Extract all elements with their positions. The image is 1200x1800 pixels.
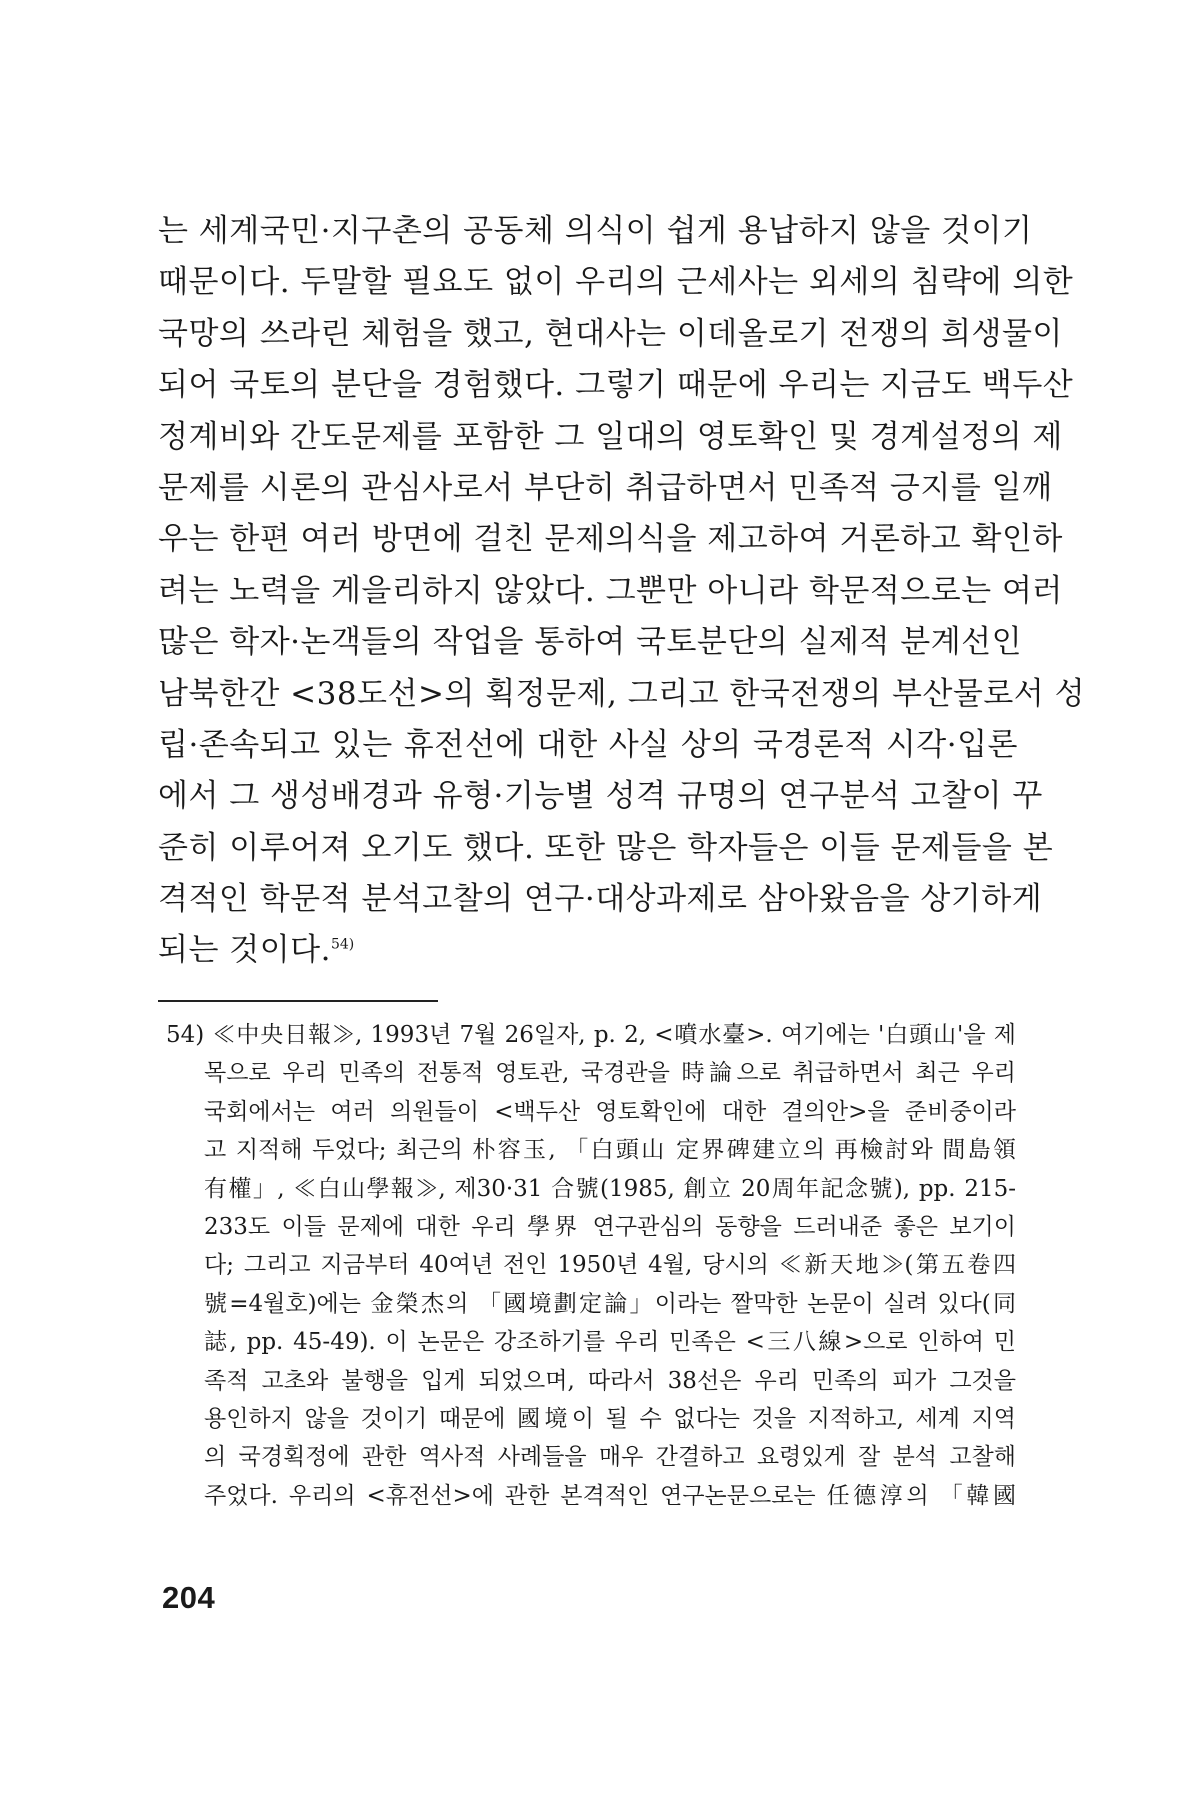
- footnote-line: 의 국경획정에 관한 역사적 사례들을 매우 간결하고 요령있게 잘 분석 고찰해: [204, 1444, 1016, 1471]
- body-line: 국망의 쓰라린 체험을 했고, 현대사는 이데올로기 전쟁의 희생물이: [158, 315, 1063, 352]
- footnote-line: 誌, pp. 45-49). 이 논문은 강조하기를 우리 민족은 <三八線>으로 인하여 민: [204, 1329, 1016, 1356]
- footnote-line: 고 지적해 두었다; 최근의 朴容玉, 「白頭山 定界碑建立의 再檢討와 間島領: [204, 1137, 1016, 1164]
- footnote-54: [166, 1016, 1016, 1515]
- body-line: 남북한간 <38도선>의 획정문제, 그리고 한국전쟁의 부산물로서 성: [158, 675, 1086, 712]
- footnote-divider: [158, 1000, 438, 1002]
- body-line: 문제를 시론의 관심사로서 부단히 취급하면서 민족적 긍지를 일깨: [158, 469, 1053, 506]
- footnote-line: 목으로 우리 민족의 전통적 영토관, 국경관을 時論으로 취급하면서 최근 우리: [204, 1060, 1016, 1087]
- footnote-reference[interactable]: 54): [330, 937, 355, 954]
- footnote-line: 다; 그리고 지금부터 40여년 전인 1950년 4월, 당시의 ≪新天地≫(第五卷四: [204, 1252, 1016, 1279]
- body-line: 에서 그 생성배경과 유형·기능별 성격 규명의 연구분석 고찰이 꾸: [158, 778, 1043, 815]
- footnote-line: 號=4월호)에는 金榮杰의 「國境劃定論」이라는 짤막한 논문이 실려 있다(同: [204, 1290, 1016, 1317]
- body-line: 격적인 학문적 분석고찰의 연구·대상과제로 삼아왔음을 상기하게: [158, 881, 1043, 918]
- body-line: 정계비와 간도문제를 포함한 그 일대의 영토확인 및 경계설정의 제: [158, 418, 1063, 455]
- main-body-text: [158, 206, 1086, 977]
- body-last-line-text: 되는 것이다.: [158, 932, 331, 969]
- body-last-line: [158, 925, 1018, 976]
- body-line: 되어 국토의 분단을 경험했다. 그렇기 때문에 우리는 지금도 백두산: [158, 367, 1074, 404]
- body-line: 준히 이루어져 오기도 했다. 또한 많은 학자들은 이들 문제들을 본: [158, 829, 1054, 866]
- body-line: 우는 한편 여러 방면에 걸친 문제의식을 제고하여 거론하고 확인하: [158, 521, 1063, 558]
- body-line: 때문이다. 두말할 필요도 없이 우리의 근세사는 외세의 침략에 의한: [158, 264, 1074, 301]
- body-line: 려는 노력을 게을리하지 않았다. 그뿐만 아니라 학문적으로는 여러: [158, 572, 1063, 609]
- body-line: 립·존속되고 있는 휴전선에 대한 사실 상의 국경론적 시각·입론: [158, 726, 1018, 763]
- footnote-line: 233도 이들 문제에 대한 우리 學界 연구관심의 동향을 드러내준 좋은 보기이: [204, 1213, 1016, 1240]
- page-number: 204: [162, 1580, 216, 1615]
- footnote-line: 국회에서는 여러 의원들이 <백두산 영토확인에 대한 결의안>을 준비중이라: [204, 1098, 1016, 1125]
- footnote-line: 54) ≪中央日報≫, 1993년 7월 26일자, p. 2, <噴水臺>. 여기에는 '白頭山'을 제: [166, 1022, 1016, 1048]
- footnote-line: 有權」, ≪白山學報≫, 제30·31 合號(1985, 創立 20周年記念號), pp. 215-: [204, 1175, 1016, 1202]
- footnote-line: 용인하지 않을 것이기 때문에 國境이 될 수 없다는 것을 지적하고, 세계 지역: [204, 1405, 1016, 1432]
- footnote-line: 주었다. 우리의 <휴전선>에 관한 본격적인 연구논문으로는 任德淳의 「韓國: [204, 1482, 1016, 1509]
- body-line: 는 세계국민·지구촌의 공동체 의식이 쉽게 용납하지 않을 것이기: [158, 213, 1033, 249]
- body-line: 많은 학자·논객들의 작업을 통하여 국토분단의 실제적 분계선인: [158, 624, 1023, 661]
- footnote-line: 족적 고초와 불행을 입게 되었으며, 따라서 38선은 우리 민족의 피가 그것을: [204, 1367, 1016, 1394]
